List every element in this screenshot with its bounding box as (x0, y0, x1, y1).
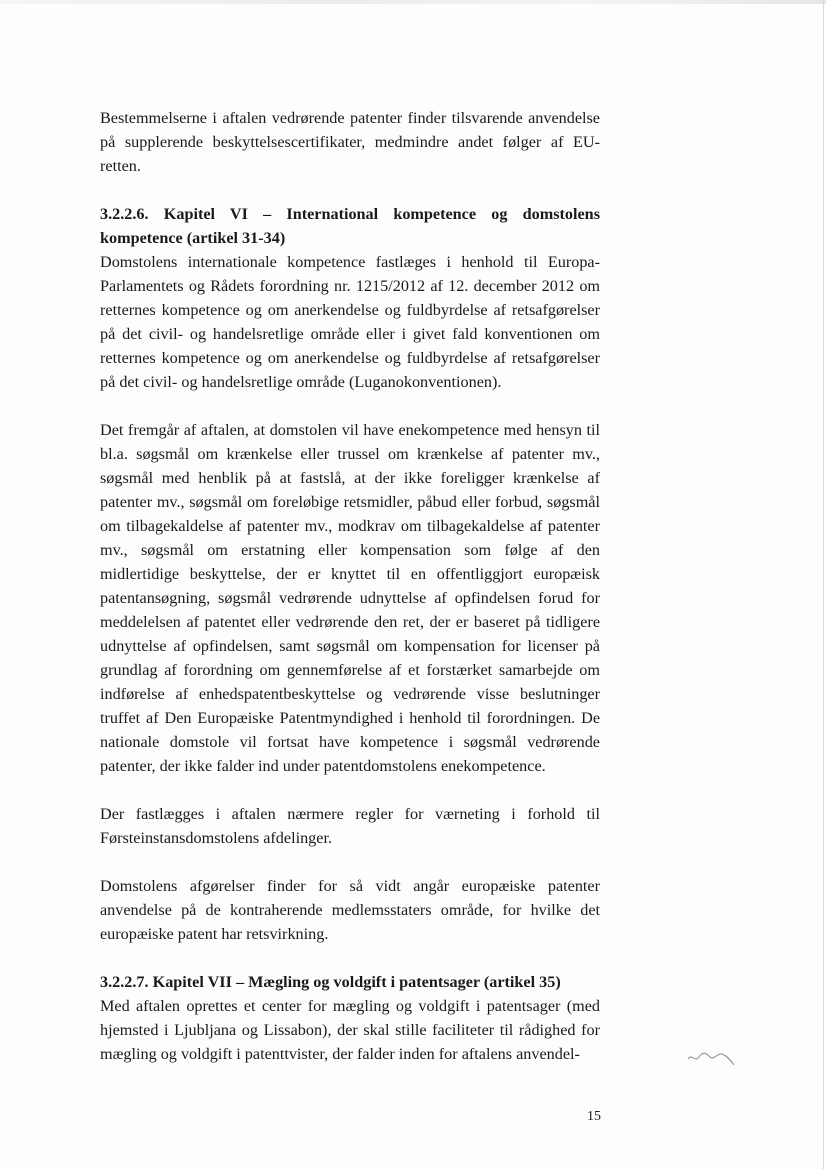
paragraph-supplementary-certificates: Bestemmelserne i aftalen vedrørende patenter finder tilsvarende anvendelse på supplerende beskyttelsescertifikater, medmindre andet følger af EU-retten. (100, 109, 600, 175)
paragraph-venue-rules: Der fastlægges i aftalen nærmere regler for værneting i forhold til Førsteinstansdomstolens afdelinger. (100, 805, 600, 847)
scan-edge-right (823, 0, 824, 1169)
paragraph-mediation-centre: Med aftalen oprettes et center for mægling og voldgift i patentsager (med hjemsted i Ljubljana og Lissabon), der skal stille faciliteter til rådighed for mægling og voldgift i patenttvister, der falder inden for aftalens anvendel- (100, 997, 600, 1063)
paragraph-territorial-effect: Domstolens afgørelser finder for så vidt angår europæiske patenter anvendelse på de kontraherende medlemsstaters område, for hvilke det europæiske patent har retsvirkning. (100, 877, 600, 943)
section-heading-3-2-2-7: 3.2.2.7. Kapitel VII – Mægling og voldgift i patentsager (artikel 35) (100, 973, 561, 991)
paragraph-exclusive-competence: Det fremgår af aftalen, at domstolen vil have enekompetence med hensyn til bl.a. søgsmål om krænkelse eller trussel om krænkelse af patenter mv., søgsmål med henblik på at fastslå, at der ikke foreligger krænkelse af patenter mv., søgsmål om foreløbige retsmidler, påbud eller forbud, søgsmål om tilbagekaldelse af patenter mv., modkrav om tilbagekaldelse af patenter mv., søgsmål om erstatning eller kompensation som følge af den midlertidige beskyttelse, der er knyttet til en offentliggjort europæisk patentansøgning, søgsmål vedrørende udnyttelse af opfindelsen forud for meddelelsen af patentet eller vedrørende den ret, der er baseret på tidligere udnyttelse af opfindelsen, samt søgsmål om kompensation for licenser på grundlag af forordning om gennemførelse af et forstærket samarbejde om indførelse af enhedspatentbeskyttelse og vedrørende visse beslutninger truffet af Den Europæiske Patentmyndighed i henhold til forordningen. De nationale domstole vil fortsat have kompetence i søgsmål vedrørende patenter, der ikke falder ind under patentdomstolens enekompetence. (100, 421, 600, 775)
handwritten-initials-mark (686, 1045, 736, 1069)
scan-edge-top (0, 0, 826, 4)
section-heading-3-2-2-6: 3.2.2.6. Kapitel VI – International kompetence og domstolens kompetence (artikel 31-34) (100, 205, 600, 247)
page-body (100, 106, 600, 1066)
paragraph-international-jurisdiction: Domstolens internationale kompetence fastlæges i henhold til Europa-Parlamentets og Rådets forordning nr. 1215/2012 af 12. december 2012 om retternes kompetence og om anerkendelse og fuldbyrdelse af retsafgørelser på det civil- og handelsretlige område eller i givet fald konventionen om retternes kompetence og om anerkendelse og fuldbyrdelse af retsafgørelser på det civil- og handelsretlige område (Luganokonventionen). (100, 253, 600, 391)
page-number: 15 (587, 1109, 601, 1124)
